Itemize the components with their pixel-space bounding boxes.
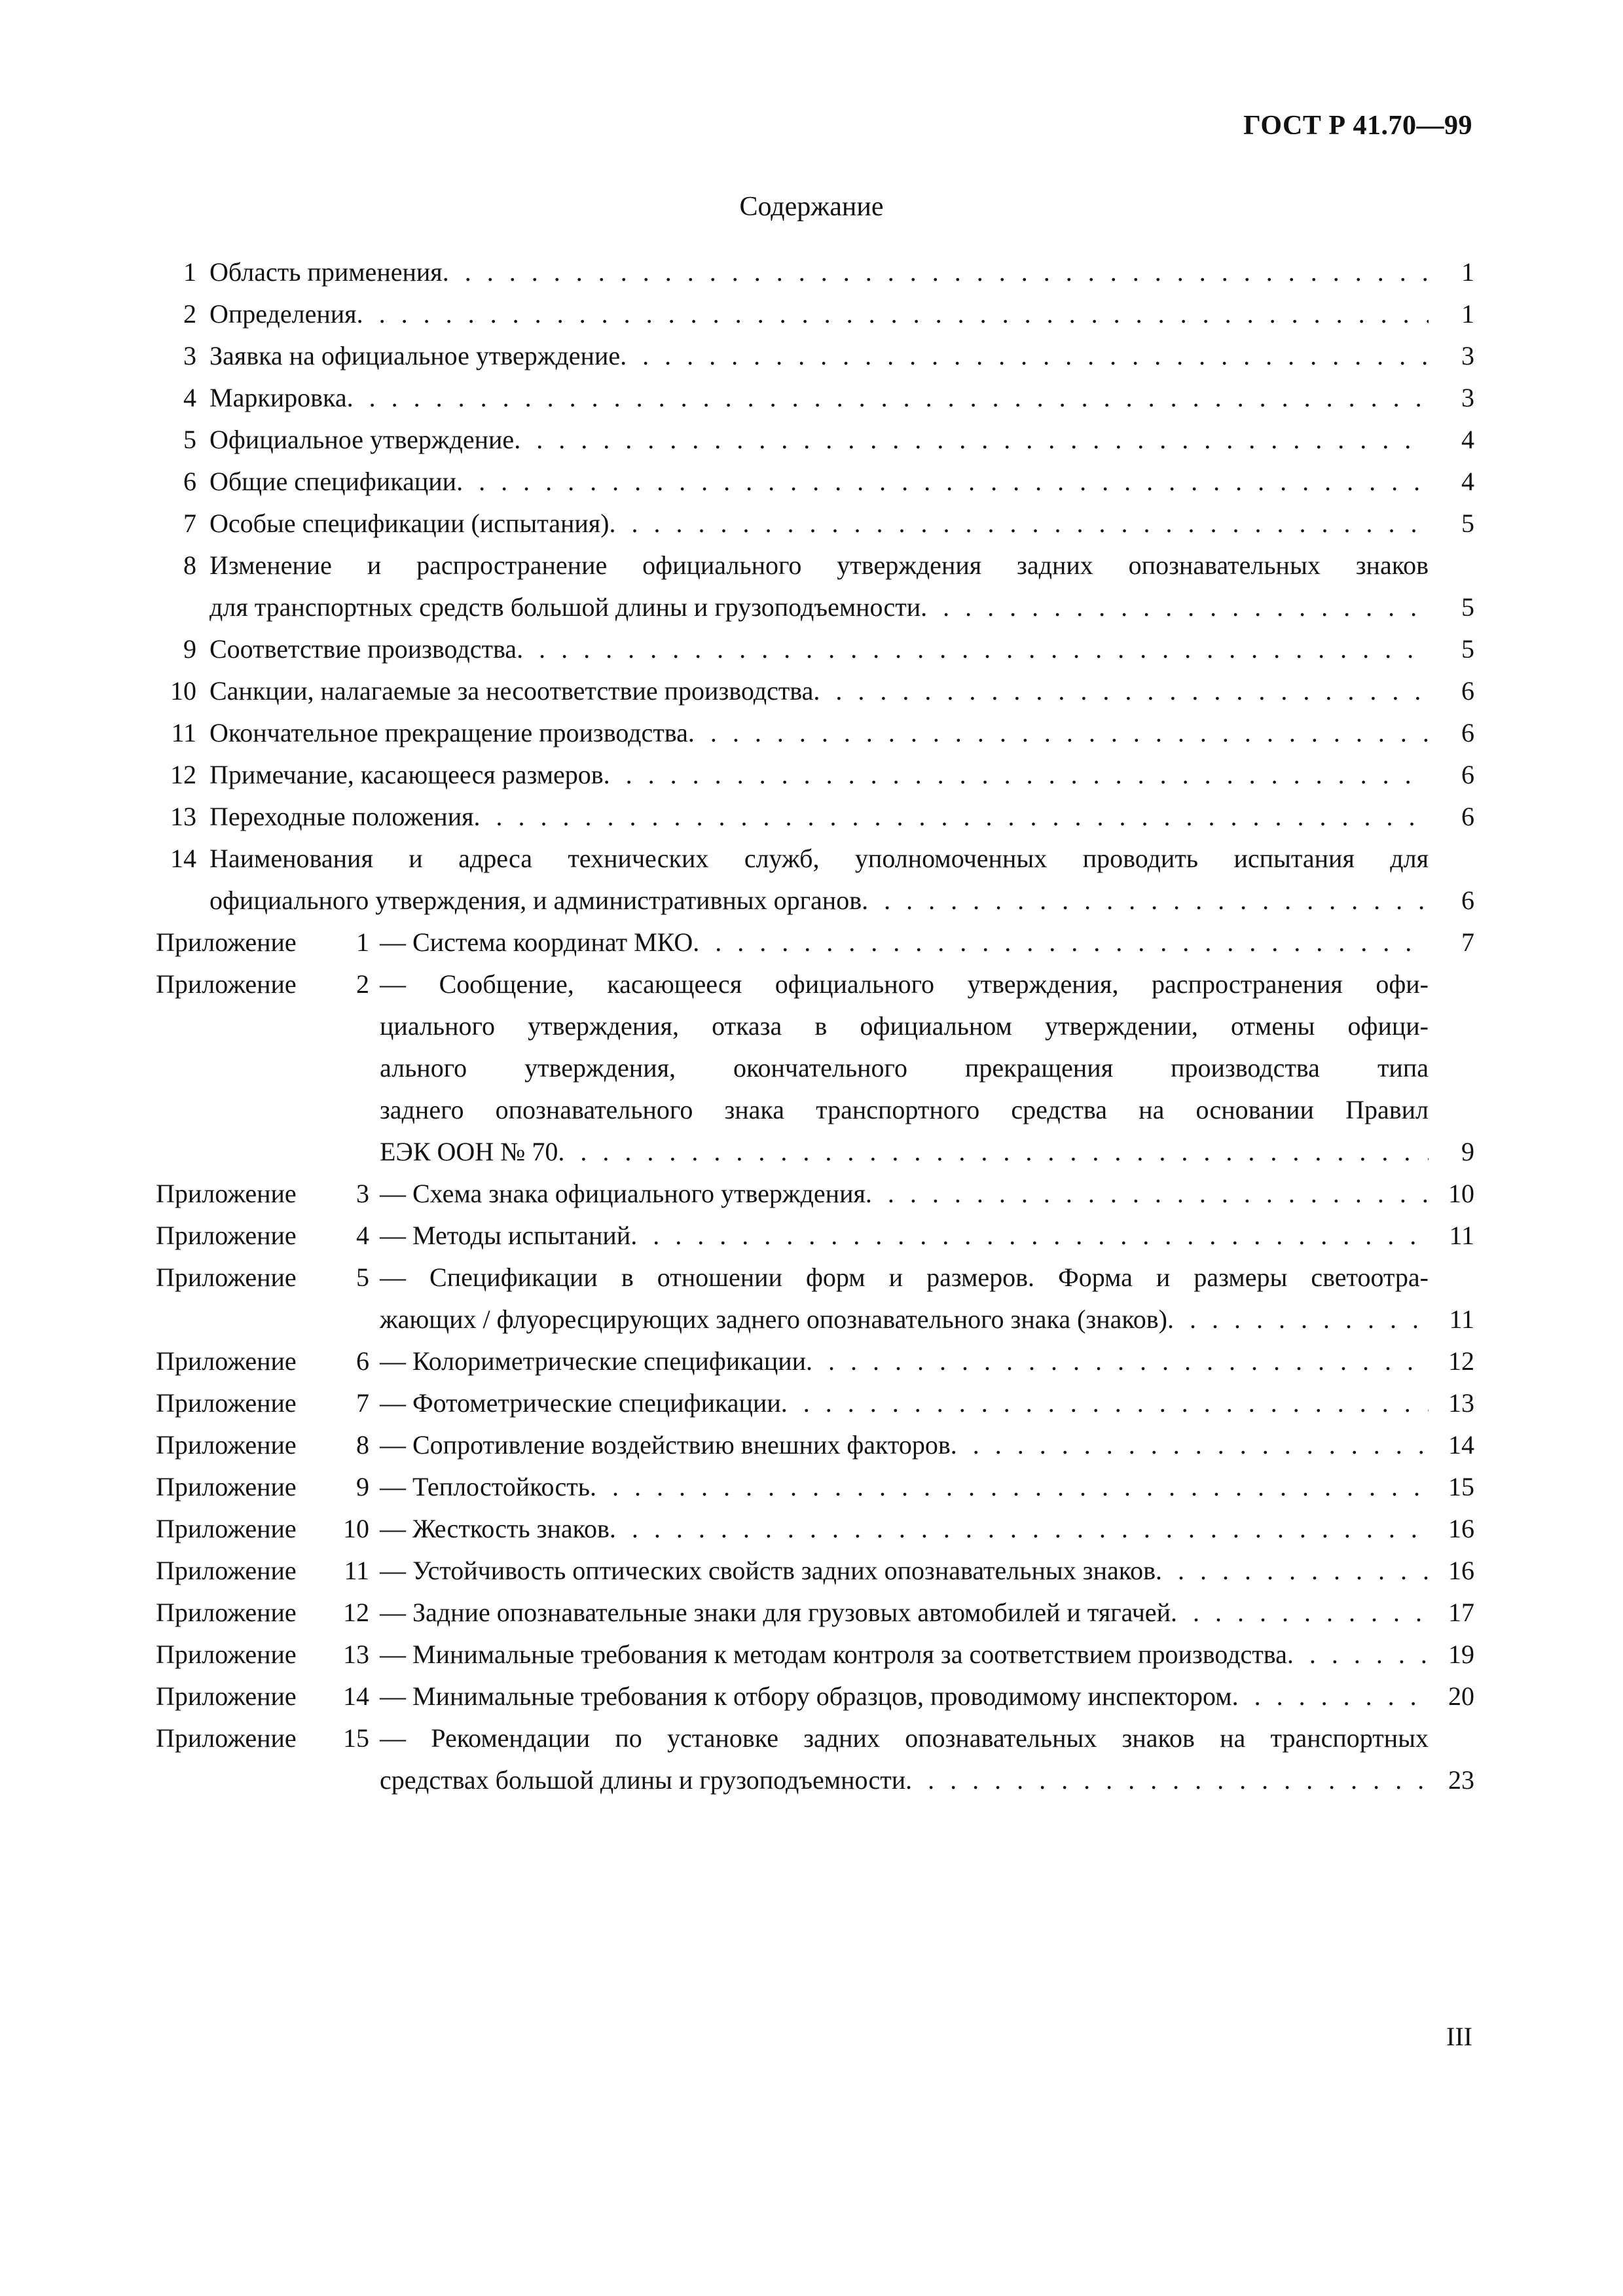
toc-entry-text: — Система координат МКО (380, 927, 693, 957)
page-ref: 4 (1461, 467, 1474, 496)
section-number: 14 (170, 844, 196, 873)
dot-leader (1156, 1550, 1429, 1592)
toc-appendix-entry[interactable] (156, 1173, 1474, 1215)
table-of-contents (156, 251, 1474, 1801)
appendix-label: Приложение (156, 927, 297, 957)
appendix-number: 8 (356, 1430, 369, 1460)
dot-leader (693, 922, 1429, 963)
page-ref: 3 (1461, 383, 1474, 412)
toc-entry-text: — Задние опознавательные знаки для грузовых автомобилей и тягачей (380, 1598, 1171, 1627)
section-number: 9 (183, 634, 196, 664)
appendix-number: 4 (356, 1221, 369, 1250)
dot-leader (1167, 1299, 1429, 1340)
toc-section-entry[interactable] (156, 754, 1474, 796)
toc-appendix-entry[interactable] (156, 1340, 1474, 1382)
appendix-number: 5 (356, 1263, 369, 1292)
page-ref: 17 (1448, 1598, 1474, 1627)
appendix-number: 13 (343, 1640, 369, 1669)
appendix-label: Приложение (156, 1346, 297, 1376)
appendix-number: 1 (356, 927, 369, 957)
dot-leader (604, 754, 1429, 796)
appendix-number: 14 (343, 1681, 369, 1711)
toc-section-entry[interactable] (156, 377, 1474, 419)
toc-section-entry[interactable] (156, 796, 1474, 838)
toc-section-entry[interactable] (156, 545, 1474, 628)
appendix-number: 15 (343, 1723, 369, 1753)
toc-title: Содержание (739, 192, 884, 222)
toc-section-entry[interactable] (156, 251, 1474, 293)
toc-entry-text: Официальное утверждение (210, 425, 515, 454)
appendix-label: Приложение (156, 1723, 297, 1753)
dot-leader (688, 712, 1429, 754)
toc-section-entry[interactable] (156, 293, 1474, 335)
page-ref: 10 (1448, 1179, 1474, 1208)
section-number: 2 (183, 299, 196, 329)
appendix-number: 2 (356, 969, 369, 999)
page-ref: 12 (1448, 1346, 1474, 1376)
toc-entry-text: — Сопротивление воздействию внешних факторов (380, 1430, 951, 1460)
appendix-label: Приложение (156, 1221, 297, 1250)
toc-entry-text: жающих / флуоресцирующих заднего опознавательного знака (знаков) (380, 1304, 1167, 1334)
toc-entry-text: заднего опознавательного знака транспортного средства на основании Правил (380, 1095, 1429, 1124)
page-ref: 1 (1461, 257, 1474, 287)
page-ref: 1 (1461, 299, 1474, 329)
toc-section-entry[interactable] (156, 628, 1474, 670)
toc-entry-text: — Колориметрические спецификации (380, 1346, 807, 1376)
page-ref: 7 (1461, 927, 1474, 957)
toc-entry-text: — Устойчивость оптических свойств задних опознавательных знаков (380, 1556, 1156, 1585)
toc-section-entry[interactable] (156, 503, 1474, 545)
toc-section-entry[interactable] (156, 712, 1474, 754)
section-number: 10 (170, 676, 196, 706)
toc-entry-text: Санкции, налагаемые за несоответствие производства (210, 676, 814, 706)
toc-entry-text: — Минимальные требования к методам контроля за соответствием производства (380, 1640, 1287, 1669)
toc-appendix-entry[interactable] (156, 1382, 1474, 1424)
dot-leader (1287, 1634, 1429, 1676)
page-ref: 16 (1448, 1514, 1474, 1543)
section-number: 13 (170, 802, 196, 831)
page-ref: 9 (1461, 1137, 1474, 1166)
toc-appendix-entry[interactable] (156, 1634, 1474, 1676)
appendix-label: Приложение (156, 1430, 297, 1460)
dot-leader (1232, 1676, 1429, 1717)
dot-leader (517, 628, 1429, 670)
toc-entry-text: ЕЭК ООН № 70 (380, 1137, 558, 1166)
page-ref: 14 (1448, 1430, 1474, 1460)
dot-leader (921, 586, 1429, 628)
toc-appendix-entry[interactable] (156, 1466, 1474, 1508)
toc-entry-text: циального утверждения, отказа в официальном утверждении, отмены офици- (380, 1011, 1429, 1041)
toc-entry-text: Соответствие производства (210, 634, 517, 664)
dot-leader (951, 1424, 1429, 1466)
section-number: 7 (183, 509, 196, 538)
section-number: 4 (183, 383, 196, 412)
toc-entry-text: — Рекомендации по установке задних опознавательных знаков на транспортных (380, 1723, 1429, 1753)
appendix-number: 9 (356, 1472, 369, 1501)
page-ref: 6 (1461, 802, 1474, 831)
section-number: 5 (183, 425, 196, 454)
toc-entry-text: — Сообщение, касающееся официального утверждения, распространения офи- (380, 969, 1429, 999)
toc-entry-text: Окончательное прекращение производства (210, 718, 688, 747)
section-number: 8 (183, 550, 196, 580)
toc-entry-text: — Теплостойкость (380, 1472, 591, 1501)
appendix-label: Приложение (156, 1388, 297, 1418)
dot-leader (456, 461, 1429, 503)
page-ref: 6 (1461, 676, 1474, 706)
appendix-label: Приложение (156, 1179, 297, 1208)
page-ref: 6 (1461, 718, 1474, 747)
toc-entry-text: Примечание, касающееся размеров (210, 760, 604, 789)
toc-entry-text: Особые спецификации (испытания) (210, 509, 610, 538)
dot-leader (443, 251, 1429, 293)
toc-appendix-entry[interactable] (156, 1717, 1474, 1801)
dot-leader (514, 419, 1429, 461)
page-ref: 13 (1448, 1388, 1474, 1418)
toc-entry-text: ального утверждения, окончательного прекращения производства типа (380, 1053, 1429, 1083)
toc-appendix-entry[interactable] (156, 1257, 1474, 1340)
toc-entry-text: Наименования и адреса технических служб, уполномоченных проводить испытания для (210, 844, 1429, 873)
appendix-number: 7 (356, 1388, 369, 1418)
appendix-number: 6 (356, 1346, 369, 1376)
page-ref: 3 (1461, 341, 1474, 370)
section-number: 1 (183, 257, 196, 287)
dot-leader (813, 670, 1429, 712)
appendix-label: Приложение (156, 969, 297, 999)
dot-leader (862, 880, 1429, 922)
dot-leader (558, 1131, 1429, 1173)
page-ref: 11 (1449, 1304, 1474, 1334)
appendix-number: 10 (343, 1514, 369, 1543)
appendix-label: Приложение (156, 1263, 297, 1292)
toc-entry-text: — Фотометрические спецификации (380, 1388, 781, 1418)
toc-section-entry[interactable] (156, 419, 1474, 461)
appendix-number: 12 (343, 1598, 369, 1627)
toc-entry-text: Определения (210, 299, 357, 329)
appendix-label: Приложение (156, 1472, 297, 1501)
toc-entry-text: для транспортных средств большой длины и грузоподъемности (210, 592, 921, 622)
toc-section-entry[interactable] (156, 838, 1474, 922)
toc-entry-text: официального утверждения, и административных органов (210, 886, 862, 915)
appendix-label: Приложение (156, 1681, 297, 1711)
toc-section-entry[interactable] (156, 670, 1474, 712)
toc-appendix-entry[interactable] (156, 963, 1474, 1173)
section-number: 3 (183, 341, 196, 370)
toc-entry-text: — Жесткость знаков (380, 1514, 610, 1543)
toc-entry-text: Переходные положения (210, 802, 474, 831)
dot-leader (590, 1466, 1429, 1508)
appendix-label: Приложение (156, 1640, 297, 1669)
toc-entry-text: Изменение и распространение официального утверждения задних опознавательных знаков (210, 550, 1429, 580)
toc-entry-text: средствах большой длины и грузоподъемности (380, 1765, 906, 1795)
toc-entry-text: — Методы испытаний (380, 1221, 631, 1250)
toc-entry-text: — Минимальные требования к отбору образцов, проводимому инспектором (380, 1681, 1232, 1711)
page-ref: 16 (1448, 1556, 1474, 1585)
toc-appendix-entry[interactable] (156, 1676, 1474, 1717)
dot-leader (781, 1382, 1429, 1424)
page-ref: 5 (1461, 634, 1474, 664)
dot-leader (347, 377, 1429, 419)
page-ref: 5 (1461, 509, 1474, 538)
dot-leader (630, 1215, 1429, 1257)
dot-leader (610, 1508, 1429, 1550)
toc-appendix-entry[interactable] (156, 922, 1474, 963)
dot-leader (1171, 1592, 1429, 1634)
page-ref: 15 (1448, 1472, 1474, 1501)
dot-leader (610, 503, 1429, 545)
toc-appendix-entry[interactable] (156, 1592, 1474, 1634)
appendix-label: Приложение (156, 1598, 297, 1627)
appendix-label: Приложение (156, 1556, 297, 1585)
page-ref: 23 (1448, 1765, 1474, 1795)
page-ref: 20 (1448, 1681, 1474, 1711)
dot-leader (806, 1340, 1429, 1382)
page-number: III (1446, 2022, 1472, 2051)
dot-leader (620, 335, 1429, 377)
dot-leader (866, 1173, 1429, 1215)
page-ref: 5 (1461, 592, 1474, 622)
section-number: 11 (171, 718, 196, 747)
page-ref: 19 (1448, 1640, 1474, 1669)
document-code: ГОСТ Р 41.70—99 (1243, 111, 1472, 141)
toc-entry-text: — Спецификации в отношении форм и размеров. Форма и размеры светоотра- (380, 1263, 1429, 1292)
page-ref: 4 (1461, 425, 1474, 454)
appendix-label: Приложение (156, 1514, 297, 1543)
dot-leader (357, 293, 1429, 335)
dot-leader (905, 1759, 1429, 1801)
page-ref: 6 (1461, 760, 1474, 789)
toc-appendix-entry[interactable] (156, 1215, 1474, 1257)
toc-entry-text: Маркировка (210, 383, 347, 412)
appendix-number: 11 (344, 1556, 369, 1585)
toc-entry-text: Заявка на официальное утверждение (210, 341, 621, 370)
section-number: 12 (170, 760, 196, 789)
appendix-number: 3 (356, 1179, 369, 1208)
dot-leader (474, 796, 1429, 838)
toc-entry-text: Область применения (210, 257, 443, 287)
toc-appendix-entry[interactable] (156, 1424, 1474, 1466)
toc-appendix-entry[interactable] (156, 1550, 1474, 1592)
page-ref: 6 (1461, 886, 1474, 915)
toc-entry-text: — Схема знака официального утверждения (380, 1179, 866, 1208)
section-number: 6 (183, 467, 196, 496)
toc-appendix-entry[interactable] (156, 1508, 1474, 1550)
toc-section-entry[interactable] (156, 335, 1474, 377)
page-ref: 11 (1449, 1221, 1474, 1250)
toc-section-entry[interactable] (156, 461, 1474, 503)
toc-entry-text: Общие спецификации (210, 467, 457, 496)
